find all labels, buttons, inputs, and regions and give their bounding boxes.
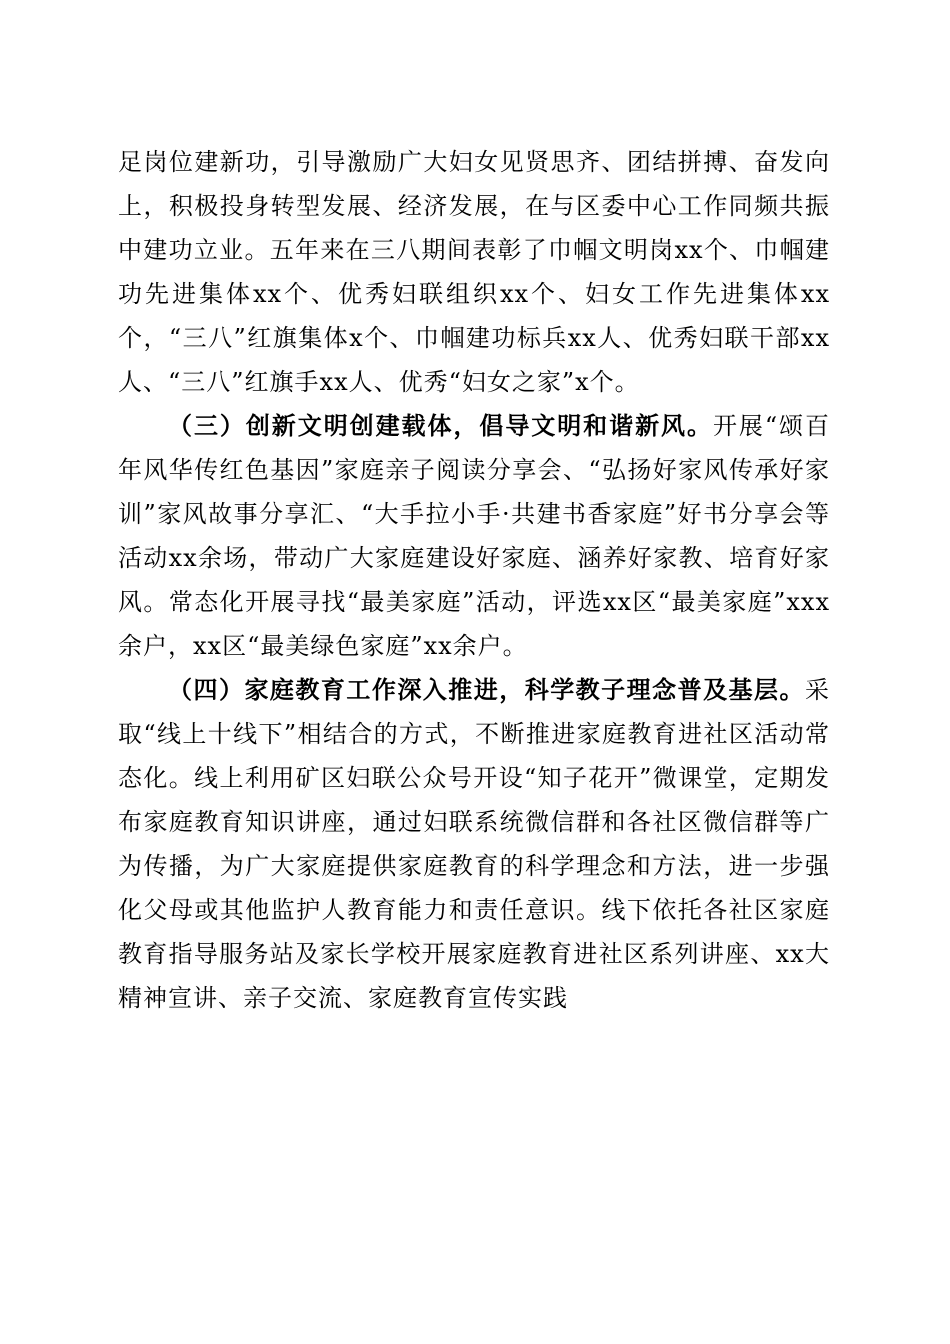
paragraph-body: 足岗位建新功，引导激励广大妇女见贤思齐、团结拼搏、奋发向上，积极投身转型发展、经济发展，在与区委中心工作同频共振中建功立业。五年来在三八期间表彰了巾帼文明岗xx个、巾帼建功先进集体xx个、优秀妇联组织xx个、妇女工作先进集体xx个，“三八”红旗集体x个、巾帼建功标兵xx人、优秀妇联干部xx人、“三八”红旗手xx人、优秀“妇女之家”x个。 — [118, 148, 830, 396]
document-page — [118, 140, 830, 1020]
section-heading-three: （三）创新文明创建载体，倡导文明和谐新风。 — [168, 411, 713, 440]
paragraph-section-three — [118, 404, 830, 668]
paragraph-section-four — [118, 668, 830, 1020]
section-heading-four: （四）家庭教育工作深入推进，科学教子理念普及基层。 — [168, 675, 805, 704]
paragraph-body: 采取“线上十线下”相结合的方式，不断推进家庭教育进社区活动常态化。线上利用矿区妇联公众号开设“知子花开”微课堂，定期发布家庭教育知识讲座，通过妇联系统微信群和各社区微信群等广为传播，为广大家庭提供家庭教育的科学理念和方法，进一步强化父母或其他监护人教育能力和责任意识。线下依托各社区家庭教育指导服务站及家长学校开展家庭教育进社区系列讲座、xx大精神宣讲、亲子交流、家庭教育宣传实践 — [118, 676, 830, 1012]
paragraph-continued — [118, 140, 830, 404]
paragraph-body: 开展“颂百年风华传红色基因”家庭亲子阅读分享会、“弘扬好家风传承好家训”家风故事分享汇、“大手拉小手·共建书香家庭”好书分享会等活动xx余场，带动广大家庭建设好家庭、涵养好家教、培育好家风。常态化开展寻找“最美家庭”活动，评选xx区“最美家庭”xxx余户，xx区“最美绿色家庭”xx余户。 — [118, 412, 831, 660]
